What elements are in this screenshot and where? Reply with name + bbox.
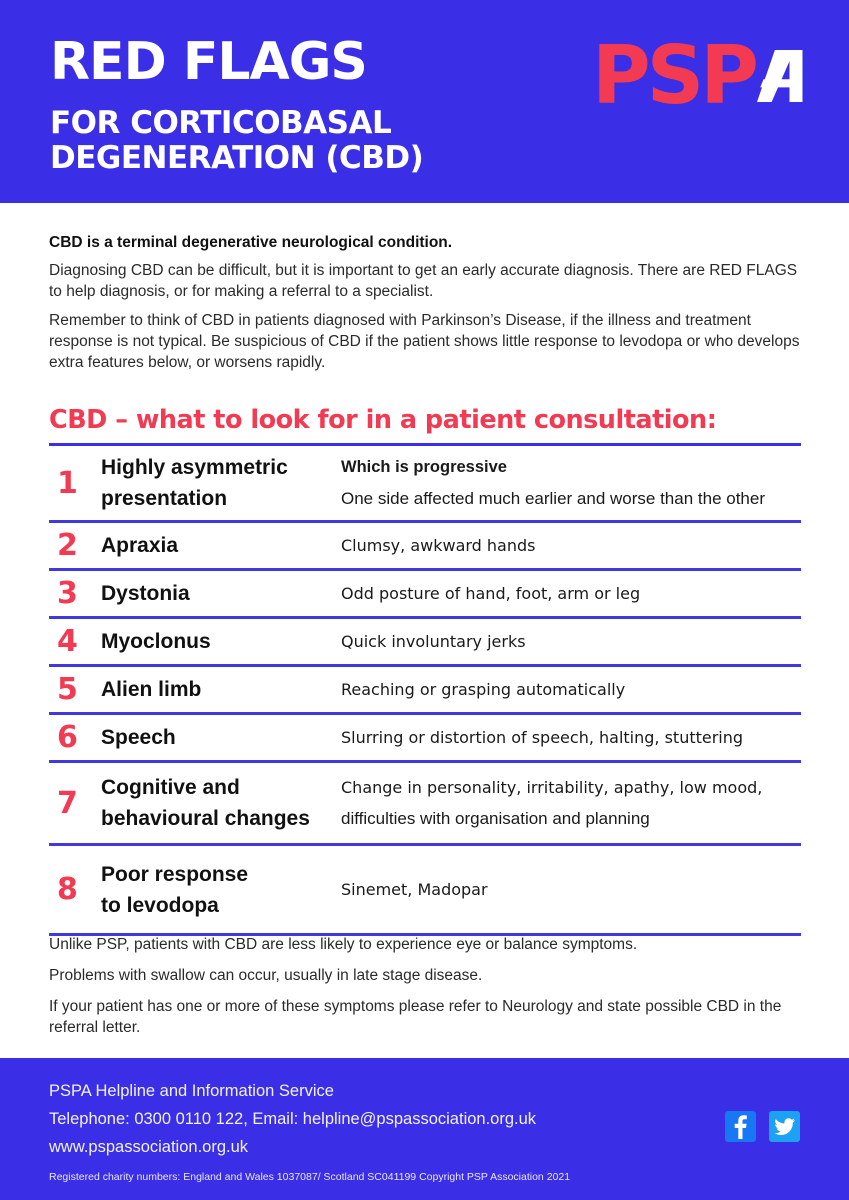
row-flag-name: Highly asymmetric presentation — [101, 456, 288, 510]
row-flag-description: Change in personality, irritability, apathy, low mood, difficulties with organisation and planning — [341, 778, 763, 828]
outro-paragraph-psp: Unlike PSP, patients with CBD are less likely to experience eye or balance symptoms. — [49, 936, 638, 953]
page-title: RED FLAGS — [50, 32, 367, 92]
logo-text: PSP — [592, 29, 755, 122]
intro-paragraph-parkinsons: Remember to think of CBD in patients diagnosed with Parkinson’s Disease, if the illness and treatment response is not typical. Be suspicious of CBD if the patient shows little response to levodopa or who develops extra features below, or worsens rapidly. — [49, 312, 800, 371]
outro-paragraph-referral: If your patient has one or more of these symptoms please refer to Neurology and state possible CBD in the referral letter. — [49, 998, 782, 1036]
twitter-icon[interactable] — [769, 1111, 800, 1142]
red-flags-table — [49, 443, 801, 936]
row-number: 5 — [57, 672, 78, 707]
row-flag-name: Dystonia — [101, 582, 190, 605]
logo-a-mark-icon — [757, 44, 804, 108]
row-flag-description: Which is progressive One side affected much earlier and worse than the other — [341, 458, 765, 508]
subtitle-line-1: FOR CORTICOBASAL — [50, 105, 392, 141]
row-flag-name: Cognitive and behavioural changes — [101, 776, 310, 830]
section-title: CBD – what to look for in a patient consultation: — [49, 405, 717, 435]
outro-paragraph-swallow: Problems with swallow can occur, usually in late stage disease. — [49, 967, 483, 984]
page-subtitle — [50, 106, 423, 176]
table-row — [49, 846, 801, 936]
row-number: 8 — [57, 872, 78, 907]
row-flag-name: Myoclonus — [101, 630, 211, 653]
table-row — [49, 763, 801, 846]
row-flag-description: Reaching or grasping automatically — [341, 680, 626, 699]
table-row — [49, 446, 801, 523]
table-row — [49, 571, 801, 619]
facebook-icon[interactable] — [725, 1111, 756, 1142]
header-banner — [0, 0, 849, 203]
row-flag-name: Speech — [101, 726, 176, 749]
footer-service-name: PSPA Helpline and Information Service — [49, 1082, 334, 1100]
row-flag-name: Alien limb — [101, 678, 202, 701]
row-number: 6 — [57, 720, 78, 755]
table-row — [49, 523, 801, 571]
table-row — [49, 715, 801, 763]
intro-paragraph-diagnosis: Diagnosing CBD can be difficult, but it is important to get an early accurate diagnosis. There are RED FLAGS to help diagnosis, or for making a referral to a specialist. — [49, 262, 798, 300]
table-row — [49, 667, 801, 715]
row-number: 2 — [57, 528, 78, 563]
row-number: 3 — [57, 576, 78, 611]
subtitle-line-2: DEGENERATION (CBD) — [50, 140, 424, 176]
row-number: 4 — [57, 624, 78, 659]
row-number: 7 — [57, 785, 78, 821]
row-number: 1 — [57, 465, 78, 501]
row-flag-name: Apraxia — [101, 534, 179, 557]
footer-website-link[interactable]: www.pspassociation.org.uk — [49, 1138, 249, 1156]
footer-contact[interactable]: Telephone: 0300 0110 122, Email: helpline@pspassociation.org.uk — [49, 1110, 537, 1128]
pspa-logo — [592, 29, 804, 122]
row-flag-description: Clumsy, awkward hands — [341, 536, 536, 555]
footer-charity-numbers: Registered charity numbers: England and Wales 1037087/ Scotland SC041199 Copyright PSP Association 2021 — [49, 1171, 571, 1183]
intro-statement: CBD is a terminal degenerative neurological condition. — [49, 234, 453, 251]
row-flag-description: Sinemet, Madopar — [341, 880, 488, 899]
intro-section — [49, 232, 809, 381]
row-flag-description: Odd posture of hand, foot, arm or leg — [341, 584, 641, 603]
row-flag-name: Poor response to levodopa — [101, 862, 249, 917]
table-row — [49, 619, 801, 667]
row-flag-description: Slurring or distortion of speech, halting, stuttering — [341, 728, 744, 747]
outro-section — [49, 934, 809, 1048]
row-flag-description: Quick involuntary jerks — [341, 632, 526, 651]
footer-banner — [0, 1058, 849, 1200]
